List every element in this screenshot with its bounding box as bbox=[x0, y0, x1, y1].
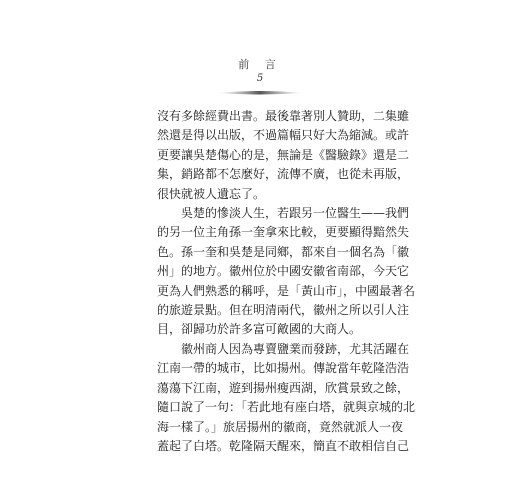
text-line: 江南一帶的城市，比如揚州。傳說當年乾隆浩浩 bbox=[157, 361, 410, 376]
body-text bbox=[157, 107, 416, 456]
text-line: 隨口說了一句：「若此地有座白塔，就與京城的北 bbox=[157, 400, 416, 415]
paragraph-2 bbox=[157, 204, 416, 340]
paragraph-3 bbox=[157, 340, 416, 456]
text-line: 更為人們熟悉的稱呼，是「黃山市」，中國最著名 bbox=[157, 283, 416, 298]
chapter-title: 前 言 bbox=[238, 58, 282, 71]
text-line: 海一樣了。」旅居揚州的徽商，竟然就派人一夜 bbox=[157, 419, 404, 434]
text-line: 然還是得以出版，不過篇幅只好大為縮減。或許 bbox=[157, 128, 410, 143]
text-line: 的另一位主角孫一奎拿來比較，更要顯得黯然失 bbox=[157, 225, 410, 240]
page-number: 5 bbox=[256, 73, 264, 84]
paragraph-1 bbox=[157, 107, 410, 204]
text-line: 色。孫一奎和吳楚是同鄉，都來自一個名為「徽 bbox=[157, 244, 410, 259]
text-line: 更要讓吳楚傷心的是，無論是《醫驗錄》還是二 bbox=[157, 147, 410, 162]
text-line: 目，卻歸功於許多富可敵國的大商人。 bbox=[157, 322, 362, 337]
text-line: 的旅遊景點。但在明清兩代，徽州之所以引人注 bbox=[157, 303, 410, 318]
text-line: 沒有多餘經費出書。最後靠著別人贊助，二集雖 bbox=[157, 109, 410, 123]
text-line: 蓋起了白塔。乾隆隔天醒來，簡直不敢相信自己 bbox=[157, 438, 410, 453]
text-line: 很快就被人遺忘了。 bbox=[157, 186, 266, 201]
text-line: 徽州商人因為專賣鹽業而發跡，尤其活躍在 bbox=[181, 341, 410, 356]
running-header bbox=[160, 58, 360, 97]
text-line: 州」的地方。徽州位於中國安徽省南部，今天它 bbox=[157, 264, 410, 279]
header-ornament-rule bbox=[215, 89, 305, 97]
text-line: 集，銷路都不怎麼好，流傳不廣，也從未再版， bbox=[157, 167, 410, 182]
text-line: 吳楚的慘淡人生，若跟另一位醫生——我們 bbox=[181, 206, 410, 221]
text-line: 蕩蕩下江南，遊到揚州瘦西湖，欣賞景致之餘， bbox=[157, 380, 410, 395]
